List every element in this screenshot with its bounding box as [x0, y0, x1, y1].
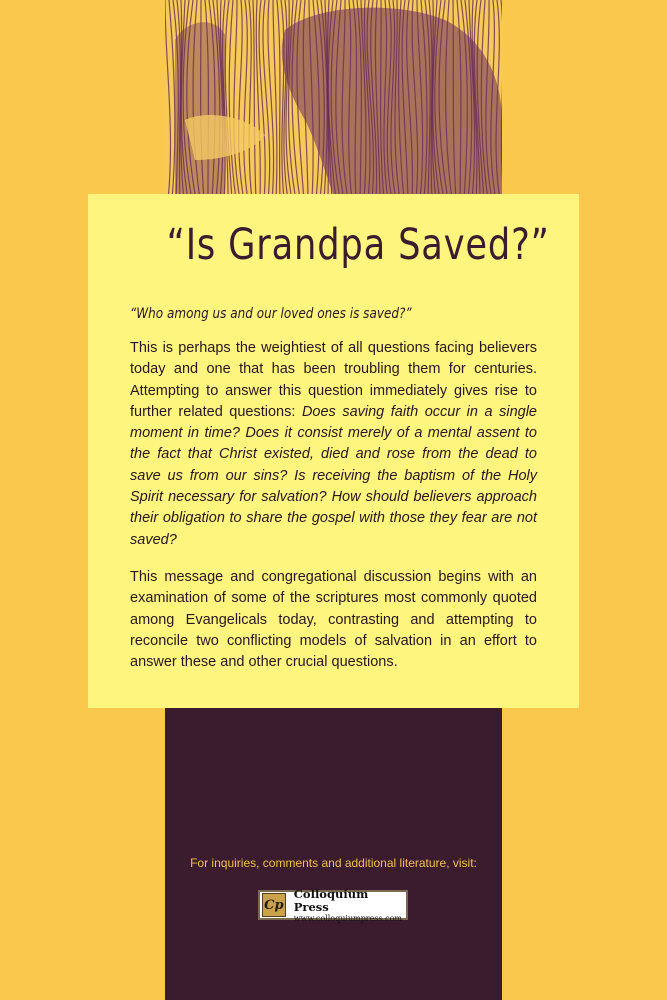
lead-quote: “Who among us and our loved ones is saved?” [130, 306, 412, 322]
paragraph-one [130, 338, 537, 551]
publisher-badge[interactable] [258, 886, 408, 923]
publisher-url: www.colloquiumpress.com [293, 913, 403, 923]
page-title: “Is Grandpa Saved?” [166, 220, 550, 270]
publisher-logo-icon: Cp [262, 893, 286, 917]
paragraph-one-plain: This is perhaps the weightiest of all questions facing believers today and one that has been troubling them for centuries. Attempting to answer this question immediately gives rise to further related questions: [130, 340, 537, 420]
publisher-name: Colloquium Press [293, 886, 369, 914]
paragraph-one-questions: Does saving faith occur in a single moment in time? Does it consist merely of a mental assent to the fact that Christ existed, died and rose from the dead to save us from our sins? Is receiving the baptism of the Holy Spirit necessary for salvation? How should believers approach their obligation to share the gospel with those they fear are not saved? [130, 403, 537, 548]
engraving-illustration [165, 0, 502, 200]
engraving-praying-figure-icon [165, 0, 502, 200]
description-panel [88, 194, 579, 708]
inquiry-text: For inquiries, comments and additional literature, visit: [190, 856, 477, 870]
paragraph-two: This message and congregational discussion begins with an examination of some of the scriptures most commonly quoted among Evangelicals today, contrasting and attempting to reconcile two conflicting models of salvation in an effort to answer these and other crucial questions. [130, 568, 537, 671]
publisher-text [294, 888, 406, 923]
